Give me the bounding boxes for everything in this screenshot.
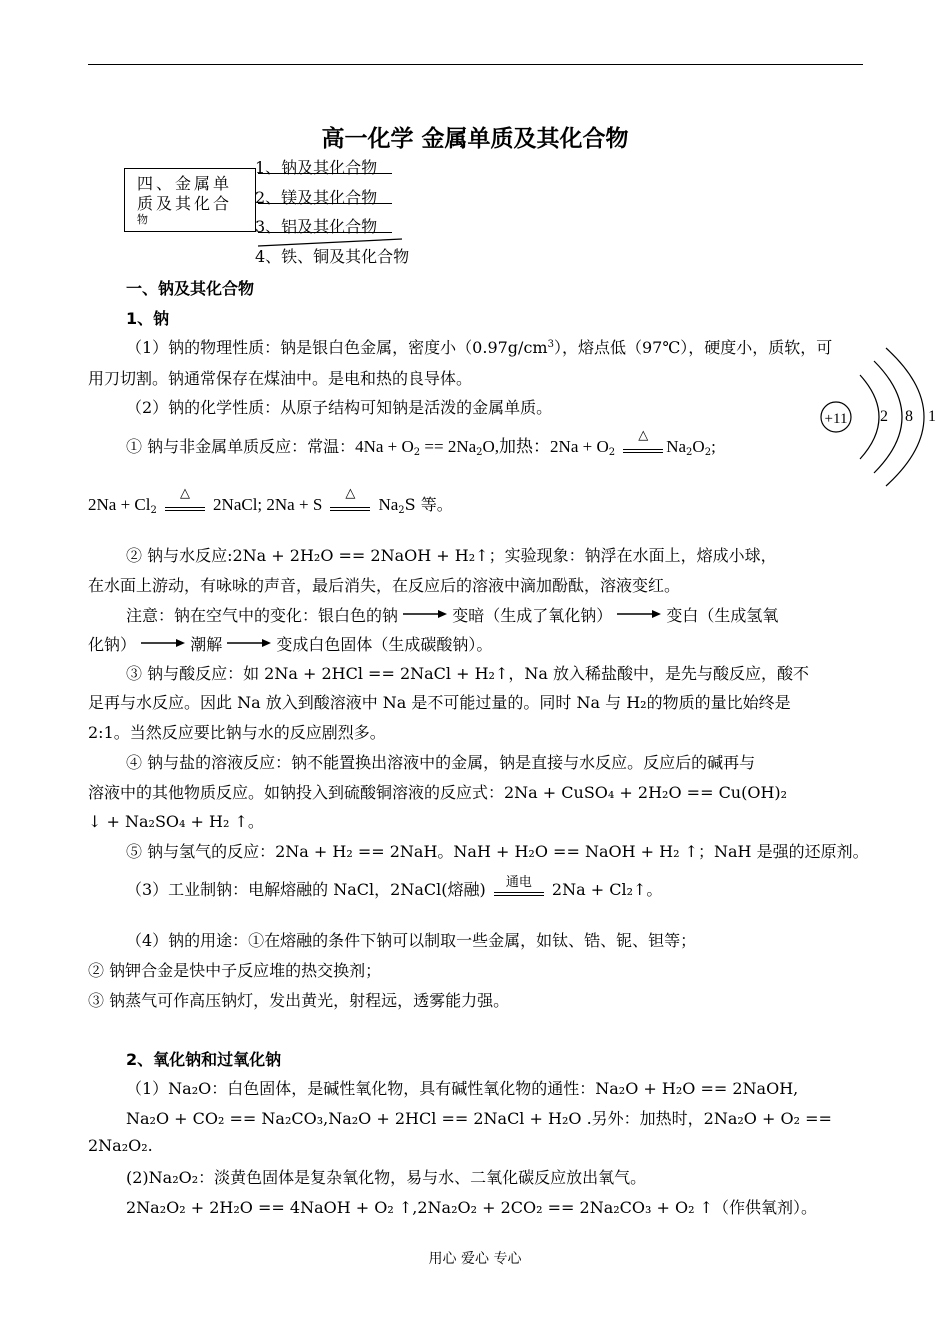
text: 2Na + Cl₂↑。 (551, 880, 663, 899)
sub: 2 (150, 505, 157, 516)
toc-strike-3 (258, 232, 392, 233)
para-acid-reaction: ③ 钠与酸反应：如 2Na + 2HCl == 2NaCl + H₂↑，Na 放入稀盐酸中，是先与酸反应，酸不 (126, 664, 810, 683)
electron-shell-1 (860, 375, 879, 459)
sub: 2 (608, 447, 616, 458)
equation: Na (666, 437, 687, 456)
text: 变白（生成氢氧 (666, 606, 779, 625)
arrow-right-icon (141, 638, 185, 648)
toc-item-1: 1、钠及其化合物 (255, 158, 378, 177)
arrow-right-icon (227, 638, 271, 648)
electrolysis-condition (491, 877, 547, 897)
para-uses-2: ② 钠钾合金是快中子反应堆的热交换剂； (88, 961, 382, 980)
nucleus-charge: +11 (824, 411, 848, 427)
text: （1）钠的物理性质：钠是银白色金属，密度小（0.97g/cm (126, 338, 548, 357)
para-chlorine-sulfur (88, 486, 453, 516)
text: 化钠） (88, 635, 137, 654)
sub: 2 (686, 447, 693, 458)
para-uses-3: ③ 钠蒸气可作高压钠灯，发出黄光，射程远，透雾能力强。 (88, 991, 510, 1010)
section-heading-sodium: 一、钠及其化合物 (126, 279, 255, 298)
para-water-reaction-cont: 在水面上游动，有咏咏的声音，最后消失，在反应后的溶液中滴加酚酞，溶液变红。 (88, 576, 681, 595)
heat-condition (327, 486, 373, 512)
superscript: 3 (547, 339, 554, 350)
sub: 2 (476, 447, 483, 458)
toc-strike-1 (258, 173, 392, 174)
text: 注意：钠在空气中的变化：银白色的钠 (126, 606, 399, 625)
equation: 2Na + Cl (88, 495, 151, 514)
para-acid-reaction-cont1: 足再与水反应。因此 Na 放入到酸溶液中 Na 是不可能过量的。同时 Na 与 H₂的物质的量比始终是 (88, 693, 791, 712)
para-na2o2: (2)Na₂O₂：淡黄色固体是复杂氧化物，易与水、二氧化碳反应放出氧气。 (126, 1168, 647, 1187)
heat-symbol: △ (179, 486, 190, 501)
sub: 2 (704, 447, 712, 458)
para-na2o2-equations: 2Na₂O₂ + 2H₂O == 4NaOH + O₂ ↑,2Na₂O₂ + 2CO₂ == 2Na₂CO₃ + O₂ ↑（作供氧剂）。 (126, 1198, 818, 1217)
para-salt-reaction-cont1: 溶液中的其他物质反应。如钠投入到硫酸铜溶液的反应式：2Na + CuSO₄ + 2H₂O == Cu(OH)₂ (88, 783, 788, 802)
text: 变成白色固体（生成碳酸钠）。 (276, 635, 493, 654)
equation: O,加热：2Na + O (482, 437, 609, 456)
para-air-change-cont (88, 632, 492, 655)
text: ① 钠与非金属单质反应：常温： (126, 437, 356, 456)
para-air-change (126, 603, 778, 626)
toc-item-4: 4、铁、铜及其化合物 (255, 247, 410, 266)
toc-item-3: 3、铝及其化合物 (255, 217, 378, 236)
para-hydrogen-reaction: ⑤ 钠与氢气的反应：2Na + H₂ == 2NaH。NaH + H₂O == NaOH + H₂ ↑；NaH 是强的还原剂。 (126, 842, 869, 861)
heat-symbol: △ (638, 428, 649, 443)
para-salt-reaction-cont2: ↓ + Na₂SO₄ + H₂ ↑。 (88, 812, 264, 831)
heat-condition (620, 428, 666, 454)
heat-symbol: △ (345, 486, 356, 501)
para-nonmetal-reaction (126, 428, 716, 458)
equation: 4Na + O (355, 437, 414, 456)
equation: 2NaCl; 2Na + S (213, 495, 323, 514)
text: （3）工业制钠：电解熔融的 NaCl，2NaCl(熔融) (126, 880, 486, 899)
electrolysis-label: 通电 (505, 875, 532, 890)
text: 潮解 (190, 635, 223, 654)
equation: == 2Na (420, 437, 477, 456)
page-footer: 用心 爱心 专心 (428, 1251, 522, 1267)
para-chemical-properties: （2）钠的化学性质：从原子结构可知钠是活泼的金属单质。 (126, 398, 553, 417)
text: ），熔点低（97℃），硬度小，质软，可 (553, 338, 833, 357)
page-title: 高一化学 金属单质及其化合物 (321, 126, 629, 152)
chapter-box-line1: 四、金属单 (137, 174, 233, 193)
text: 变暗（生成了氧化钠） (452, 606, 613, 625)
chapter-box-line2: 质及其化合 (137, 194, 233, 213)
para-salt-reaction: ④ 钠与盐的溶液反应：钠不能置换出溶液中的金属，钠是直接与水反应。反应后的碱再与 (126, 753, 756, 772)
sodium-atom-diagram (812, 345, 950, 493)
shell-count-1: 2 (880, 408, 888, 425)
shell-count-3: 1 (928, 408, 936, 425)
para-na2o: （1）Na₂O：白色固体，是碱性氧化物，具有碱性氧化物的通性：Na₂O + H₂O == 2NaOH, (126, 1079, 799, 1098)
para-na2o-cont1: Na₂O + CO₂ == Na₂CO₃,Na₂O + 2HCl == 2NaCl + H₂O .另外：加热时，2Na₂O + O₂ == (126, 1109, 832, 1128)
arrow-right-icon (617, 609, 661, 619)
para-uses: （4）钠的用途：①在熔融的条件下钠可以制取一些金属，如钛、锆、铌、钽等； (126, 931, 697, 950)
arrow-right-icon (403, 609, 447, 619)
para-na2o-cont2: 2Na₂O₂. (88, 1136, 153, 1155)
toc-strike-2 (258, 203, 392, 204)
chapter-box (124, 168, 256, 232)
shell-count-2: 8 (905, 408, 913, 425)
para-physical-properties-cont: 用刀切割。钠通常保存在煤油中。是电和热的良导体。 (88, 369, 473, 388)
header-rule (88, 64, 863, 65)
subheading-oxides: 2、氧化钠和过氧化钠 (126, 1050, 282, 1069)
chapter-box-line3: 物 (137, 213, 148, 226)
toc-item-2: 2、镁及其化合物 (255, 188, 378, 207)
equation: Na (378, 495, 399, 514)
sub: 2 (398, 505, 405, 516)
subheading-sodium: 1、钠 (126, 309, 170, 328)
electron-shell-2 (874, 361, 902, 473)
text: S 等。 (404, 495, 453, 514)
equation: ; (711, 437, 716, 456)
toc-strike-4 (256, 236, 406, 250)
para-industrial-production (126, 877, 662, 900)
equation: O (692, 437, 705, 456)
heat-condition (162, 486, 208, 512)
para-water-reaction: ② 钠与水反应:2Na + 2H₂O == 2NaOH + H₂↑；实验现象：钠浮在水面上，熔成小球， (126, 546, 777, 565)
para-physical-properties (126, 335, 832, 358)
sub: 2 (413, 447, 421, 458)
para-acid-reaction-cont2: 2:1。当然反应要比钠与水的反应剧烈多。 (88, 723, 386, 742)
